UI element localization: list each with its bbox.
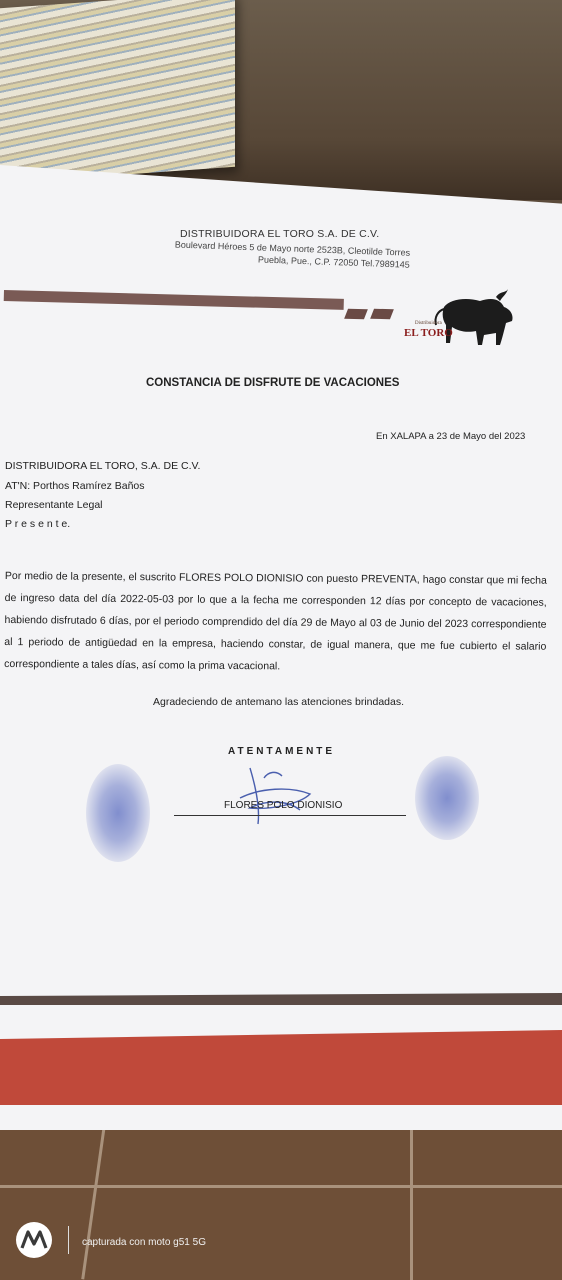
footer-band-thick [0, 1030, 562, 1105]
letterhead-company: DISTRIBUIDORA EL TORO S.A. DE C.V. [180, 228, 380, 240]
header-band-dash [370, 309, 394, 320]
body-paragraph: Por medio de la presente, el suscrito FLORES POLO DIONISIO con puesto PREVENTA, hago constar que mi fecha de ingreso data del día 2022-05-03 por lo que a la fecha me corresponden 12 días por concepto de vacaciones, habiendo disfrutado 6 días, por el periodo comprendido del día 29 de Mayo al 03 de Junio del 2023 correspondiente al 1 periodo de antigüedad en la empresa, haciendo constar, de igual manera, que me fue cubierto el salario correspondiente a tales días, así como la prima vacacional. [4, 569, 547, 673]
bull-logo-icon [400, 285, 518, 349]
recipient-present: P r e s e n t e. [5, 518, 71, 530]
closing-line: Agradeciendo de antemano las atenciones brindadas. [153, 696, 405, 708]
document-title: CONSTANCIA DE DISFRUTE DE VACACIONES [146, 377, 400, 389]
background-paper-stack [0, 0, 235, 183]
handwritten-signature [220, 758, 343, 828]
signer-name: FLORES POLO DIONISIO [224, 800, 343, 811]
date-line: En XALAPA a 23 de Mayo del 2023 [376, 431, 526, 442]
recipient-attention: AT'N: Porthos Ramírez Baños [5, 480, 145, 492]
motorola-logo-icon [14, 1220, 54, 1260]
address-line-1: Boulevard Héroes 5 de Mayo norte 2523B, Cleotilde Torres [174, 239, 411, 258]
background-floor [0, 1125, 562, 1280]
logo-name: EL TORO [404, 327, 453, 339]
signature-line [174, 815, 406, 816]
logo-caption: Distribuidora [415, 321, 442, 326]
atentamente-label: ATENTAMENTE [228, 746, 336, 757]
recipient-role: Representante Legal [5, 499, 103, 511]
camera-watermark: capturada con moto g51 5G [82, 1237, 206, 1248]
header-band-dash [344, 309, 368, 320]
recipient-company: DISTRIBUIDORA EL TORO, S.A. DE C.V. [5, 460, 201, 472]
fingerprint-left [86, 764, 150, 862]
watermark-separator [68, 1226, 69, 1254]
fingerprint-right [415, 756, 479, 840]
address-line-2: Puebla, Pue., C.P. 72050 Tel.7989145 [257, 254, 410, 270]
